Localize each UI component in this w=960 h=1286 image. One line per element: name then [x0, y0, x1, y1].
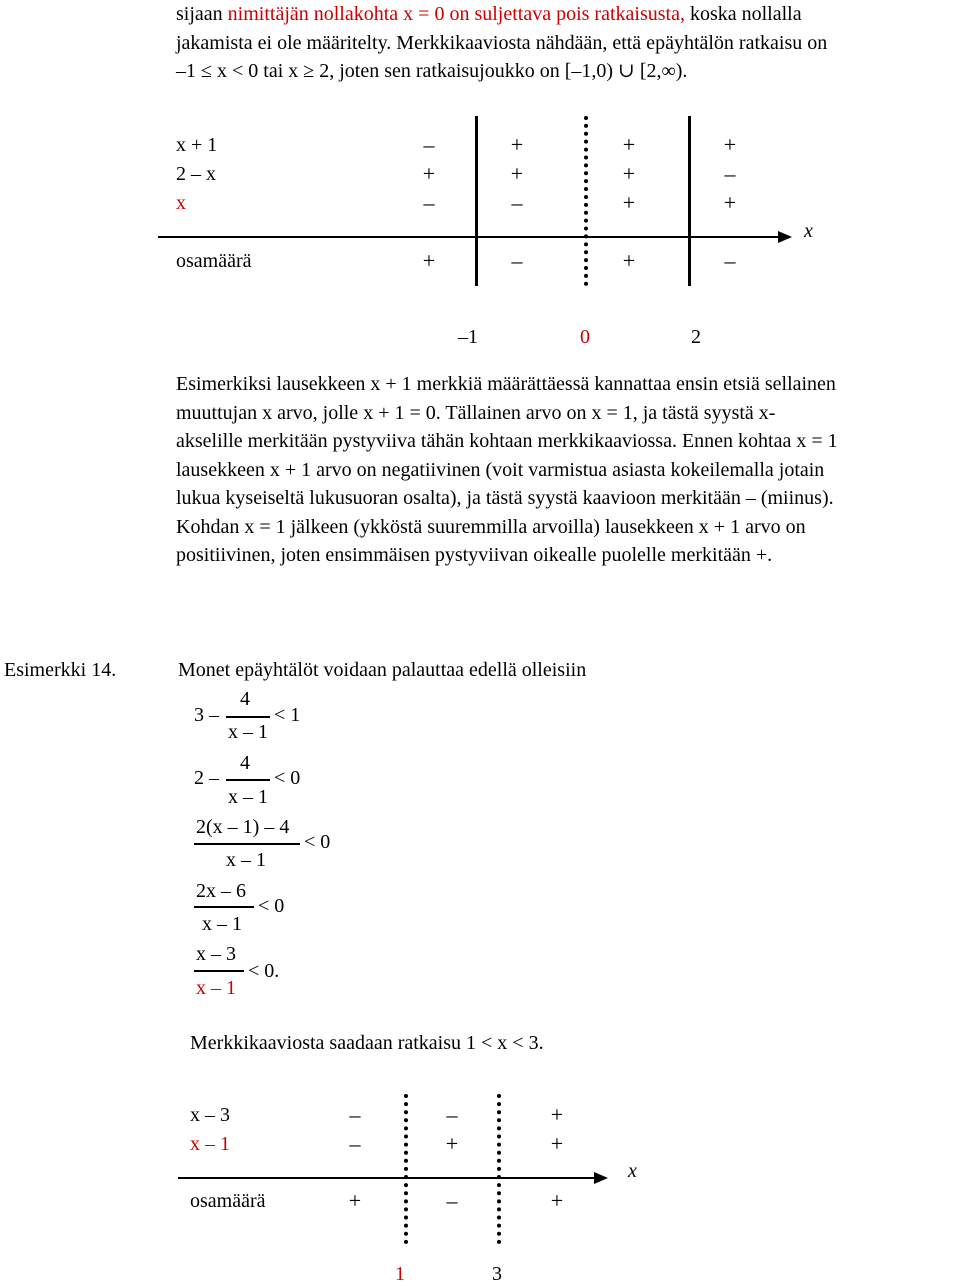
- chart1-axis-arrow: [778, 231, 792, 243]
- intro-line-3: –1 ≤ x < 0 tai x ≥ 2, joten sen ratkaisujoukko on [–1,0) ∪ [2,∞).: [176, 60, 688, 82]
- chart1-r1-s1: –: [423, 132, 435, 157]
- chart1-line-minus1: [475, 116, 478, 286]
- chart1-r3-s2: –: [511, 190, 523, 215]
- chart1-line-two: [688, 116, 691, 286]
- explain-line-7: positiivinen, joten ensimmäisen pystyviivan oikealle puolelle merkitään +.: [176, 544, 773, 566]
- chart1-result-label: osamäärä: [176, 250, 252, 272]
- step4-relation: < 0: [258, 895, 285, 917]
- example-conclusion: Merkkikaaviosta saadaan ratkaisu 1 < x < 3.: [190, 1032, 544, 1054]
- chart1-r1-s2: +: [510, 132, 524, 157]
- explanation-paragraph: [176, 370, 956, 570]
- chart2-r1-s2: –: [446, 1102, 458, 1127]
- step4-numerator: 2x – 6: [196, 880, 246, 902]
- explain-line-3: akselille merkitään pystyviiva tähän kohtaan merkkikaaviossa. Ennen kohtaa x = 1: [176, 430, 838, 452]
- chart1-r2-s2: +: [510, 161, 524, 186]
- step3-relation: < 0: [304, 831, 331, 853]
- intro-line-2: jakamista ei ole määritelty. Merkkikaaviosta nähdään, että epäyhtälön ratkaisu on: [176, 31, 828, 54]
- chart1-r1-s3: +: [622, 132, 636, 157]
- chart1-axis-label: x: [804, 220, 813, 242]
- chart2-axis-arrow: [594, 1172, 608, 1184]
- step5-relation: < 0.: [248, 960, 280, 982]
- chart2-result-label: osamäärä: [190, 1190, 266, 1212]
- chart1-axis: [158, 236, 780, 238]
- example-intro: Monet epäyhtälöt voidaan palauttaa edellä olleisiin: [178, 659, 587, 681]
- intro-paragraph: [176, 0, 956, 86]
- intro-line-1: sijaan nimittäjän nollakohta x = 0 on suljettava pois ratkaisusta, koska nollalla: [176, 3, 802, 25]
- chart2-axis-label: x: [628, 1160, 637, 1182]
- chart1-row-label-2: 2 – x: [176, 163, 216, 185]
- chart2-point-one: 1: [395, 1263, 405, 1285]
- chart1-line-zero: [584, 116, 588, 286]
- step2-lead: 2 –: [194, 767, 219, 789]
- explain-line-5: lukua kyseiseltä lukusuoran osalta), ja tästä syystä kaavioon merkitään – (miinus).: [176, 487, 834, 509]
- chart2-r2-s2: +: [445, 1131, 459, 1156]
- chart2-axis: [178, 1177, 596, 1179]
- step2-denominator: x – 1: [228, 786, 268, 808]
- step3-denominator: x – 1: [226, 849, 266, 871]
- chart1-r2-s3: +: [622, 161, 636, 186]
- intro-red-phrase: nimittäjän nollakohta x = 0 on suljettava pois ratkaisusta,: [227, 3, 685, 25]
- explain-line-6: Kohdan x = 1 jälkeen (ykköstä suuremmilla arvoilla) lausekkeen x + 1 arvo on: [176, 515, 806, 538]
- chart1-r1-s4: +: [723, 132, 737, 157]
- chart2-r2-s1: –: [349, 1131, 361, 1156]
- chart1-res-s1: +: [422, 248, 436, 273]
- chart2-line-one: [404, 1094, 408, 1244]
- chart2-r1-s1: –: [349, 1102, 361, 1127]
- chart2-res-s2: –: [446, 1188, 458, 1213]
- example-heading: Esimerkki 14.: [4, 659, 117, 681]
- explain-line-2: muuttujan x arvo, jolle x + 1 = 0. Tällainen arvo on x = 1, ja tästä syystä x-: [176, 401, 776, 424]
- chart2-res-s3: +: [550, 1188, 564, 1213]
- chart2-point-three: 3: [492, 1263, 502, 1285]
- step1-numerator: 4: [240, 688, 250, 710]
- chart2-r2-s3: +: [550, 1131, 564, 1156]
- step4-bar: [194, 906, 254, 908]
- step1-bar: [226, 716, 270, 718]
- step5-numerator: x – 3: [196, 943, 236, 965]
- chart1-res-s3: +: [622, 248, 636, 273]
- chart1-point-minus1: –1: [458, 326, 478, 348]
- chart1-row-label-3: x: [176, 192, 186, 214]
- explain-line-1: Esimerkiksi lausekkeen x + 1 merkkiä määrättäessä kannattaa ensin etsiä sellainen: [176, 373, 836, 395]
- chart1-res-s2: –: [511, 248, 523, 273]
- chart1-point-zero: 0: [580, 326, 590, 348]
- step5-bar: [194, 970, 244, 972]
- step1-relation: < 1: [274, 704, 301, 726]
- chart1-r3-s1: –: [423, 190, 435, 215]
- step2-bar: [226, 779, 270, 781]
- chart1-point-two: 2: [691, 326, 701, 348]
- chart1-res-s4: –: [724, 248, 736, 273]
- chart1-row-label-1: x + 1: [176, 134, 218, 156]
- step1-denominator: x – 1: [228, 721, 268, 743]
- chart2-row-label-1: x – 3: [190, 1104, 230, 1126]
- chart1-r2-s4: –: [724, 161, 736, 186]
- chart1-r3-s4: +: [723, 190, 737, 215]
- step2-relation: < 0: [274, 767, 301, 789]
- step1-lead: 3 –: [194, 704, 219, 726]
- step3-bar: [194, 843, 300, 845]
- step3-numerator: 2(x – 1) – 4: [196, 816, 290, 838]
- chart2-line-three: [497, 1094, 501, 1244]
- chart1-r3-s3: +: [622, 190, 636, 215]
- explain-line-4: lausekkeen x + 1 arvo on negatiivinen (voit varmistua asiasta kokeilemalla jotain: [176, 458, 825, 481]
- step5-denominator: x – 1: [196, 977, 236, 999]
- step2-numerator: 4: [240, 752, 250, 774]
- chart2-row-label-2: x – 1: [190, 1133, 230, 1155]
- chart2-res-s1: +: [348, 1188, 362, 1213]
- step4-denominator: x – 1: [202, 913, 242, 935]
- chart2-r1-s3: +: [550, 1102, 564, 1127]
- chart1-r2-s1: +: [422, 161, 436, 186]
